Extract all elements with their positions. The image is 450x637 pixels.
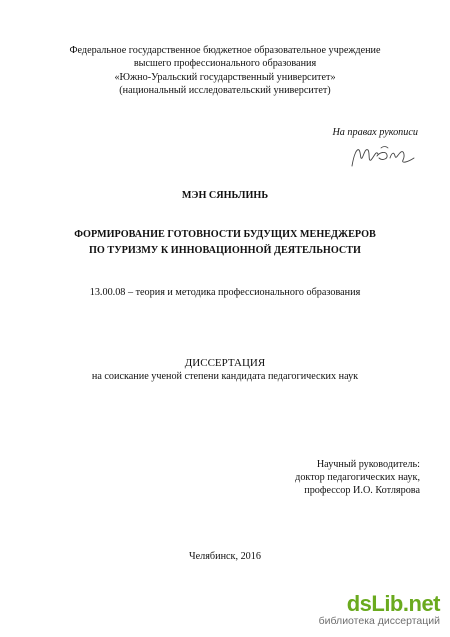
supervisor-degree: доктор педагогических наук,	[295, 472, 420, 484]
dissertation-heading: ДИССЕРТАЦИЯ	[184, 357, 266, 369]
institution-line-4: (национальный исследовательский университет)	[119, 85, 331, 97]
institution-line-1: Федеральное государственное бюджетное образовательное учреждение	[69, 45, 381, 56]
title-line-2: ПО ТУРИЗМУ К ИННОВАЦИОННОЙ ДЕЯТЕЛЬНОСТИ	[89, 245, 361, 256]
dslib-watermark[interactable]	[320, 593, 440, 629]
author-name: МЭН СЯНЬЛИНЬ	[181, 190, 269, 201]
dissertation-subheading: на соискание ученой степени кандидата педагогических наук	[91, 371, 359, 382]
institution-header	[0, 44, 450, 98]
dissertation-title	[0, 227, 450, 259]
dslib-logo	[347, 593, 440, 615]
manuscript-note: На правах рукописи	[332, 127, 418, 138]
title-line-1: ФОРМИРОВАНИЕ ГОТОВНОСТИ БУДУЩИХ МЕНЕДЖЕРОВ	[74, 229, 376, 240]
dissertation-block	[0, 357, 450, 383]
author-signature	[348, 140, 418, 172]
dslib-subtitle: библиотека диссертаций	[318, 615, 440, 627]
logo-main: dsLib	[346, 591, 403, 616]
institution-line-2: высшего профессионального образования	[133, 58, 317, 70]
supervisor-name: профессор И.О. Котлярова	[304, 485, 420, 497]
logo-tld: net	[408, 591, 440, 616]
supervisor-label: Научный руководитель:	[316, 459, 420, 470]
institution-line-3: «Южно-Уральский государственный университет»	[114, 71, 336, 83]
supervisor-block	[293, 458, 420, 498]
specialty-code: 13.00.08 – теория и методика профессионального образования	[89, 287, 361, 298]
city-year: Челябинск, 2016	[189, 551, 261, 562]
logo-dot: .	[402, 591, 409, 616]
